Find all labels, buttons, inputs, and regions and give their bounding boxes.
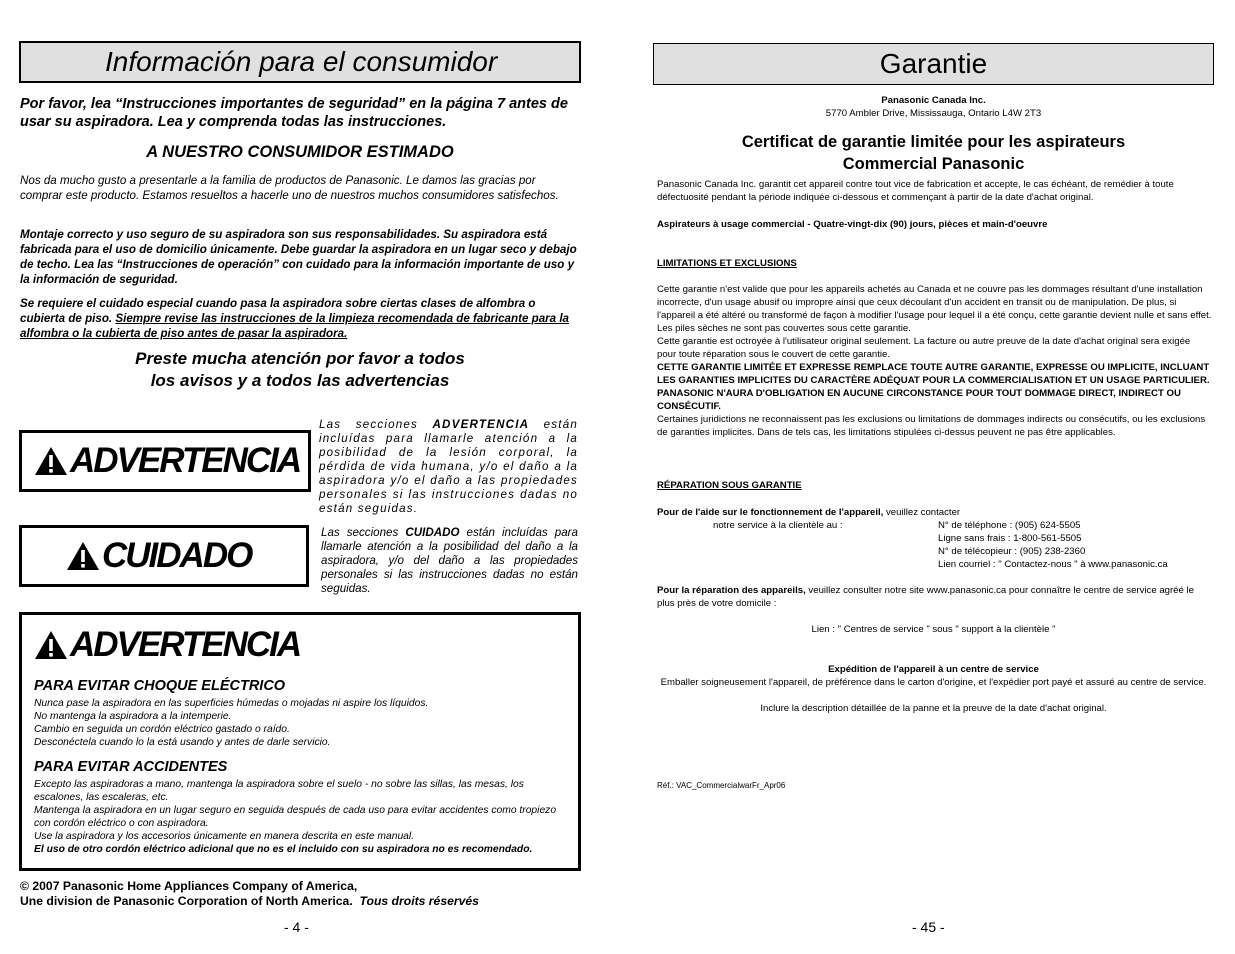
service-link-line: Lien : " Centres de service " sous " support à la clientèle " [811,624,1056,635]
caution-desc-a: Las secciones [321,526,406,539]
accident-list [34,778,564,856]
attention-line-1: Preste mucha atención por favor a todos [135,349,465,368]
company-name: Panasonic Canada Inc. [881,95,986,106]
repair-bold: Pour la réparation des appareils, [657,585,806,596]
limitations-section [657,283,1212,439]
copyright-line-2 [20,894,580,909]
carpet-care-text: Se requiere el cuidado especial cuando pasa la aspiradora sobre ciertas clases de alfombra o cubierta de piso. [20,297,536,325]
shipping-paragraph-2: Inclure la description détaillée de la panne et la preuve de la date d'achat original. [760,703,1107,714]
certificate-line-2: Commercial Panasonic [842,155,1025,173]
limitations-bold-1: CETTE GARANTIE LIMITÉE ET EXPRESSE REMPLACE TOUTE AUTRE GARANTIE, EXPRESSE OU IMPLICITE, INCLUANT LES GARANTIES IMPLICITES DU CARACTÈRE ADÉQUAT POUR LA COMMERCIALISATION ET UN USAGE PARTICULIER. [657,362,1210,386]
list-item: No mantenga la aspiradora a la intemperie. [34,711,232,722]
copyright-division: Une division de Panasonic Corporation of North America. [20,894,353,908]
repair-heading: RÉPARATION SOUS GARANTIE [657,480,802,491]
limitations-paragraph-1: Cette garantie n'est valide que pour les appareils achetés au Canada et ne couvre pas les dommages résultant d'une installation incorrecte, d'un usage abusif ou impropre ainsi que ceux découlant d'un accident en transit ou de manipulation. De plus, si l'appareil a été altéré ou transformé de façon à modifier l'usage pour lequel il a été conçu, cette garantie devient nulle et sans effet. Les piles sèches ne sont pas couvertes sous cette garantie. [657,284,1212,334]
carpet-care-underlined: Siempre revise las instrucciones de la limpieza recomendada de fabricante para la alfombra o la cubierta de piso antes de pasar la aspiradora. [20,312,569,340]
contact-phone: N° de téléphone : (905) 624-5505 [938,520,1081,531]
warning-label-box [19,430,311,492]
list-item: Use la aspiradora y los accesorios únicamente en manera descrita en este manual. [34,831,415,842]
carpet-care-paragraph [20,296,580,341]
help-bold: Pour de l'aide sur le fonctionnement de l'appareil, [657,507,884,518]
list-item: Nunca pase la aspiradora en las superficies húmedas o mojadas ni aspire los líquidos. [34,698,429,709]
reference-code: Réf.: VAC_CommercialwarFr_Apr06 [657,781,786,790]
box-warning-header [34,625,300,665]
left-page-number: - 4 - [284,919,309,935]
help-line [657,506,1212,519]
contact-email-link: Lien courriel : " Contactez-nous " à www.panasonic.ca [938,559,1168,570]
responsibility-paragraph: Montaje correcto y uso seguro de su aspiradora son sus responsabilidades. Su aspiradora está fabricada para el uso de domicilio únicamente. Debe guardar la aspiradora en un lugar seco y debajo de techo. Lea las “Instrucciones de operación” con cuidado para la información importante de uso y la información de seguridad. [20,228,577,286]
shock-heading: PARA EVITAR CHOQUE ELÉCTRICO [34,678,286,694]
help-plain: veuillez contacter [883,507,961,518]
warning-instructions-box [19,612,581,871]
caution-label: CUIDADO [102,536,252,575]
warning-description [319,418,578,516]
attention-line-2: los avisos y a todos las advertencias [150,371,450,390]
attention-heading [20,348,580,392]
warning-triangle-icon [34,446,68,476]
warning-desc-c: están incluídas para llamarle atención a la posibilidad de la lesión corporal, la pérdida de vida humana, y/o el daño a la aspiradora y/o el daño a las propiedades personales si las instrucciones dadas no están seguidas. [319,418,578,515]
shipping-paragraph-1: Emballer soigneusement l'appareil, de préférence dans le carton d'origine, et l'expédier port payé et assuré au centre de service. [660,677,1207,688]
contact-list [938,519,1213,571]
guarantee-paragraph: Panasonic Canada Inc. garantit cet appareil contre tout vice de fabrication et accepte, le cas échéant, de remédier à toute défectuosité pendant la période indiquée ci-dessous et commençant à partir de la date d'achat original. [657,179,1174,203]
left-page-title: Información para el consumidor [19,41,581,83]
warning-triangle-icon [34,630,68,660]
safety-intro: Por favor, lea “Instrucciones importantes de seguridad” en la página 7 antes de usar su aspiradora. Lea y comprenda todas las instrucciones. [20,96,568,130]
contact-tollfree: Ligne sans frais : 1-800-561-5505 [938,533,1082,544]
certificate-line-1: Certificat de garantie limitée pour les aspirateurs [741,133,1126,151]
contact-fax: N° de télécopieur : (905) 238-2360 [938,546,1086,557]
welcome-paragraph: Nos da mucho gusto a presentarle a la familia de productos de Panasonic. Le damos las gracias por comprar este producto. Estamos resueltos a hacerle uno de nuestros muchos consumidores satisfechos. [20,174,559,202]
caution-desc-c: están incluídas para llamarle atención a la posibilidad del daño a la aspiradora, y/o del daño a las propiedades personales si las instrucciones dadas no están seguidas. [321,526,578,595]
limitations-paragraph-3: Certaines juridictions ne reconnaissent pas les exclusions ou limitations de dommages indirects ou consécutifs, ou les exclusions de garanties implicites. Dans de tels cas, les limitations stipulées ci-dessus peuvent ne pas être applicables. [657,414,1206,438]
warning-desc-a: Las secciones [319,418,433,431]
right-page-title: Garantie [653,43,1214,85]
repair-paragraph [657,584,1212,610]
consumer-subheading: A NUESTRO CONSUMIDOR ESTIMADO [146,143,454,161]
caution-label-box [19,525,309,587]
limitations-paragraph-2: Cette garantie est octroyée à l'utilisateur original seulement. La facture ou autre preuve de la date d'achat original sera exigée pour toute réparation sous le couvert de cette garantie. [657,336,1191,360]
list-item: Desconéctela cuando lo la está usando y antes de darle servicio. [34,737,331,748]
warning-label: ADVERTENCIA [70,441,301,480]
box-warning-label: ADVERTENCIA [70,625,301,664]
warning-desc-b: ADVERTENCIA [432,418,530,431]
copyright-notice [20,879,580,909]
limitations-heading: LIMITATIONS ET EXCLUSIONS [657,258,797,269]
right-page-number: - 45 - [912,919,945,935]
shipping-heading: Expédition de l'appareil à un centre de service [828,664,1039,675]
commercial-coverage: Aspirateurs à usage commercial - Quatre-vingt-dix (90) jours, pièces et main-d'oeuvre [657,219,1048,230]
shock-list [34,697,564,749]
list-item: Mantenga la aspiradora en un lugar seguro en seguida después de cada uso para evitar accidentes como tropiezo con cordón eléctrico o con aspiradora. [34,805,557,829]
list-item: Excepto las aspiradoras a mano, mantenga la aspiradora sobre el suelo - no sobre las sillas, las mesas, los escalones, las escaleras, etc. [34,779,524,803]
limitations-bold-2: PANASONIC N'AURA D'OBLIGATION EN AUCUNE CIRCONSTANCE POUR TOUT DOMMAGE DIRECT, INDIRECT OU CONSÉCUTIF. [657,388,1181,412]
warning-triangle-icon [66,541,100,571]
company-address: 5770 Ambler Drive, Mississauga, Ontario L4W 2T3 [825,108,1042,119]
caution-desc-b: CUIDADO [405,526,460,539]
copyright-line-1: © 2007 Panasonic Home Appliances Company of America, [20,879,358,893]
repair-plain: veuillez consulter notre site www.panasonic.ca pour connaître le centre de service agréé le plus près de votre domicile : [657,585,1194,609]
caution-description [321,526,578,596]
list-item: Cambio en seguida un cordón eléctrico gastado o raído. [34,724,290,735]
list-item: El uso de otro cordón eléctrico adicional que no es el incluido con su aspiradora no es recomendado. [34,844,533,855]
certificate-heading [653,131,1214,175]
accident-heading: PARA EVITAR ACCIDENTES [34,759,228,775]
copyright-rights: Tous droits réservés [359,894,479,908]
help-service: notre service à la clientèle au : [713,520,843,531]
